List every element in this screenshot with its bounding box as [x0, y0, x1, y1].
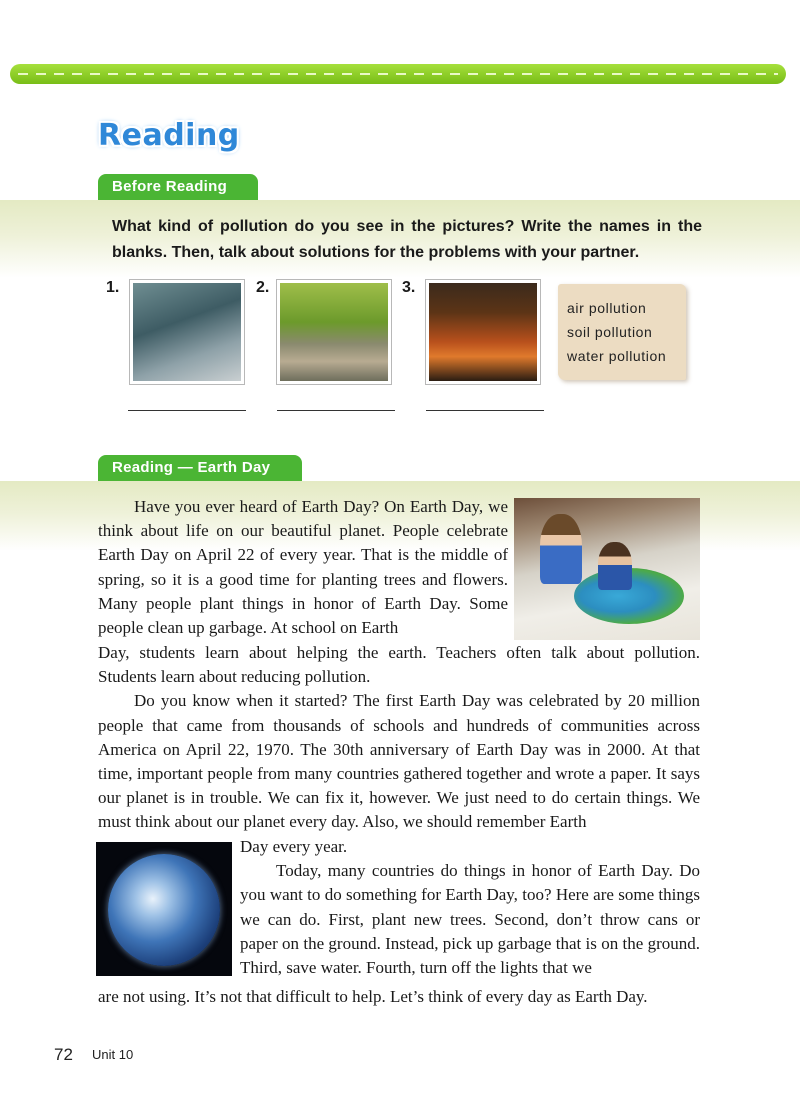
soil-pollution-picture	[276, 279, 392, 385]
earth-photo	[96, 842, 232, 976]
before-reading-instructions: What kind of pollution do you see in the pictures? Write the names in the blanks. Then, talk about solutions for the problems with your partner.	[112, 218, 702, 261]
word-box-item: air pollution	[567, 300, 647, 316]
reading-earth-day-tab: Reading — Earth Day	[98, 455, 302, 481]
paragraph-1-continued: Day, students learn about helping the earth. Teachers often talk about pollution. Students learn about reducing pollution.	[98, 643, 700, 687]
paragraph-1-2	[98, 641, 700, 835]
before-reading-tab: Before Reading	[98, 174, 258, 200]
picture-number-3: 3.	[402, 279, 416, 296]
picture-number-2: 2.	[256, 279, 270, 296]
top-decorative-band	[10, 64, 786, 84]
word-box-item: soil pollution	[567, 324, 653, 340]
word-box-item: water pollution	[567, 348, 667, 364]
answer-blank-2	[277, 410, 395, 411]
unit-label: Unit 10	[92, 1047, 134, 1062]
page-number: 72	[54, 1045, 73, 1064]
paragraph-2-end: Day every year.	[240, 837, 348, 856]
word-box	[558, 284, 686, 380]
paragraph-3-end: are not using. It’s not that difficult to help. Let’s think of every day as Earth Day.	[98, 987, 648, 1006]
children-painting-earth-photo	[514, 498, 700, 640]
paragraph-3-wrapped-block	[240, 835, 700, 980]
paragraph-1-wrapped: Have you ever heard of Earth Day? On Earth Day, we think about life on our beautiful planet. People celebrate Earth Day on April 22 of every year. That is the middle of spring, so it is a good time for planting trees and flowers. Many people plant things in honor of Earth Day. Some people clean up garbage. At school on Earth	[98, 497, 508, 638]
page-title: Reading	[98, 118, 240, 153]
paragraph-3-wrapped: Today, many countries do things in honor of Earth Day. Do you want to do something for Earth Day, too? Here are some things we can do. First, plant new trees. Second, don’t throw cans or paper on the ground. Instead, pick up garbage that is on the ground. Third, save water. Fourth, turn off the lights that we	[240, 861, 700, 978]
water-pollution-picture	[129, 279, 245, 385]
answer-blank-3	[426, 410, 544, 411]
answer-blank-1	[128, 410, 246, 411]
air-pollution-picture	[425, 279, 541, 385]
picture-number-1: 1.	[106, 279, 120, 296]
paragraph-2: Do you know when it started? The first Earth Day was celebrated by 20 million people that came from thousands of schools and hundreds of communities across America on April 22, 1970. The 30th anniversary of Earth Day was in 2000. At that time, important people from many countries gathered together and wrote a paper. It says our planet is in trouble. We can fix it, however. We just need to do certain things. We must think about our planet every day. Also, we should remember Earth	[98, 691, 700, 832]
